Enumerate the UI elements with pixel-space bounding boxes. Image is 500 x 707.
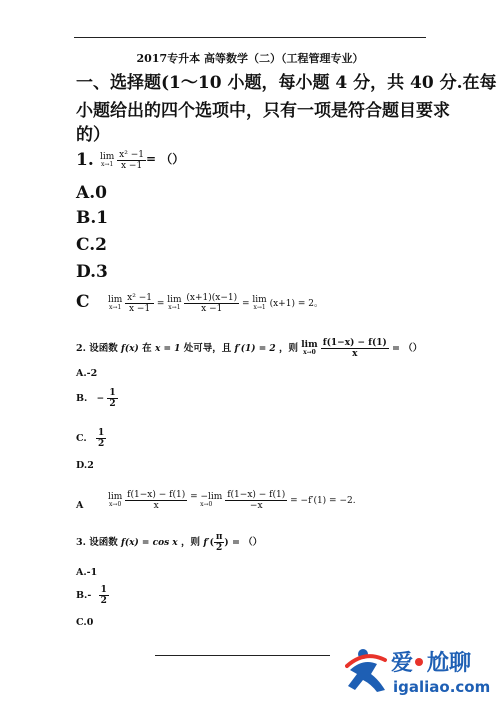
q1-option-a: A.0: [76, 183, 107, 203]
top-rule: [74, 37, 426, 38]
q2-question: 2. 设函数 f(x) 在 x = 1 处可导，且 f′(1) = 2 ，则 lim x→0 $\frac{f(1-x) - f(1)}{x}$ = （）: [76, 338, 423, 359]
q1-option-d: D.3: [76, 262, 108, 282]
q2-option-d: D.2: [76, 460, 94, 471]
q3-question: 3. 设函数 f(x) = cos x ，则 f′( $\frac{\pi}{2}$ ) = （）: [76, 532, 263, 553]
q1-answer: C: [76, 292, 90, 312]
q2-option-b: B. − $\frac{1}{2}$: [76, 388, 116, 409]
q2-answer: A: [76, 500, 84, 511]
runner-logo-icon: [345, 640, 495, 700]
q1-solution: lim x→1 $\frac{\text{x² −1}}{x -1}$ = lim x→1 $\frac{(x+1)(x-1)}{x -1}$ = lim x→1 (x+1) = 2。: [108, 293, 323, 314]
bottom-rule: [155, 655, 330, 656]
q3-option-c: C.0: [76, 617, 94, 628]
section-line-2: 小题给出的四个选项中，只有一项是符合题目要求: [76, 101, 450, 121]
section-line-3: 的）: [76, 125, 110, 145]
q2-option-c: C. $\frac{1}{2}$: [76, 428, 105, 449]
q2-solution: lim x→0 $\frac{f(1-x) - f(1)}{x}$ = −lim x→0 $\frac{f(1-x) - f(1)}{-x}$ = −f′(1) = −2.: [108, 490, 356, 511]
logo-url: igaliao.com: [393, 678, 491, 696]
q1-number: 1.: [76, 150, 94, 170]
q1-expression: lim x→1 $\frac{\text{x² −1}}{x -1}$: [100, 150, 144, 171]
q1-option-b: B.1: [76, 208, 109, 228]
q3-option-a: A.-1: [76, 567, 98, 578]
q3-option-b: B.- $\frac{1}{2}$: [76, 585, 107, 606]
section-line-1: 一、选择题(1～10 小题，每小题 4 分，共 40 分.在每: [76, 73, 497, 93]
logo-text-galiao: 尬聊: [427, 651, 472, 676]
logo-text-ai: 爱: [391, 651, 414, 676]
q1-option-c: C.2: [76, 235, 107, 255]
site-logo: [345, 640, 495, 700]
page-header: 2017专升本 高等数学（二）（工程管理专业）: [136, 52, 364, 65]
q1-tail: = （）: [146, 152, 185, 166]
q2-option-a: A.-2: [76, 368, 98, 379]
